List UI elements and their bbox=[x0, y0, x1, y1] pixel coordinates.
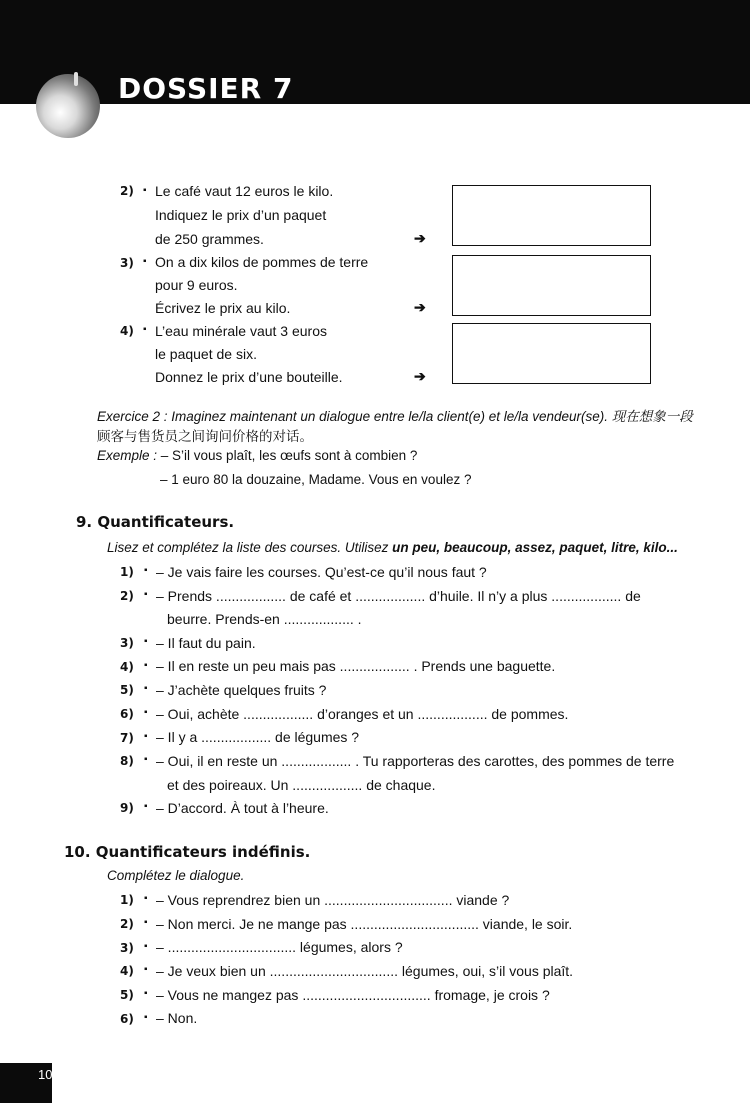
item-number: 2) bbox=[120, 589, 134, 603]
bullet-icon: ▪ bbox=[143, 256, 147, 267]
dialogue-line: – Oui, il en reste un .................. . Tu rapporteras des carottes, des pommes de terre bbox=[156, 753, 675, 769]
dialogue-line: – Je vais faire les courses. Qu’est-ce qu’il nous faut ? bbox=[156, 564, 487, 580]
item-number: 4) bbox=[120, 324, 134, 338]
exercise2-instruction-cont: 顾客与售货员之间询问价格的对话。 bbox=[97, 429, 313, 444]
instruction-text: Lisez et complétez la liste des courses. Utilisez bbox=[107, 540, 393, 555]
answer-box[interactable] bbox=[452, 185, 651, 246]
item-number: 5) bbox=[120, 988, 134, 1002]
item-number: 3) bbox=[120, 256, 134, 270]
item-line: Donnez le prix d’une bouteille. bbox=[155, 369, 343, 385]
arrow-right-icon: ➔ bbox=[414, 230, 426, 246]
bullet-icon: ▪ bbox=[144, 893, 148, 904]
item-number: 1) bbox=[120, 565, 134, 579]
example-text: – S’il vous plaît, les œufs sont à combien ? bbox=[157, 448, 418, 463]
item-line: le paquet de six. bbox=[155, 346, 257, 362]
item-line: Indiquez le prix d’un paquet bbox=[155, 207, 327, 223]
item-line: L’eau minérale vaut 3 euros bbox=[155, 323, 327, 339]
answer-box[interactable] bbox=[452, 255, 651, 316]
exercise2-instruction: Exercice 2 : Imaginez maintenant un dialogue entre le/la client(e) et le/la vendeur(se). 现在想象一段 bbox=[97, 409, 693, 424]
instruction-wordlist: un peu, beaucoup, assez, paquet, litre, kilo... bbox=[392, 540, 678, 555]
dialogue-line: – D’accord. À tout à l’heure. bbox=[156, 800, 329, 816]
arrow-right-icon: ➔ bbox=[414, 299, 426, 315]
dialogue-line: – Prends .................. de café et .................. d’huile. Il n’y a plus .................. de bbox=[156, 588, 641, 604]
dialogue-line: – Il y a .................. de légumes ? bbox=[156, 729, 360, 745]
orb-highlight-icon bbox=[74, 72, 78, 86]
item-line: de 250 grammes. bbox=[155, 231, 264, 247]
bullet-icon: ▪ bbox=[144, 683, 148, 694]
dialogue-line: beurre. Prends-en .................. . bbox=[167, 611, 362, 627]
dialogue-line: – Je veux bien un ................................. légumes, oui, s’il vous plaît. bbox=[156, 963, 574, 979]
dialogue-line: – Vous ne mangez pas ................................. fromage, je crois ? bbox=[156, 987, 550, 1003]
item-number: 9) bbox=[120, 801, 134, 815]
bullet-icon: ▪ bbox=[144, 636, 148, 647]
example-line bbox=[97, 447, 417, 465]
item-number: 6) bbox=[120, 707, 134, 721]
bullet-icon: ▪ bbox=[144, 565, 148, 576]
moon-orb-icon bbox=[36, 74, 100, 138]
bullet-icon: ▪ bbox=[143, 324, 147, 335]
answer-box[interactable] bbox=[452, 323, 651, 384]
bullet-icon: ▪ bbox=[144, 941, 148, 952]
item-line: pour 9 euros. bbox=[155, 277, 238, 293]
dialogue-line: et des poireaux. Un .................. de chaque. bbox=[167, 777, 436, 793]
bullet-icon: ▪ bbox=[144, 754, 148, 765]
bullet-icon: ▪ bbox=[144, 589, 148, 600]
dialogue-line: – Il faut du pain. bbox=[156, 635, 256, 651]
item-number: 5) bbox=[120, 683, 134, 697]
section-instruction bbox=[107, 539, 678, 557]
dialogue-line: – Non. bbox=[156, 1010, 198, 1026]
item-number: 2) bbox=[120, 917, 134, 931]
bullet-icon: ▪ bbox=[144, 707, 148, 718]
bullet-icon: ▪ bbox=[144, 731, 148, 742]
dialogue-line: – Oui, achète .................. d’oranges et un .................. de pommes. bbox=[156, 706, 569, 722]
dialogue-line: – Non merci. Je ne mange pas ................................. viande, le soir. bbox=[156, 916, 573, 932]
dialogue-line: – Vous reprendrez bien un ................................. viande ? bbox=[156, 892, 510, 908]
example-label: Exemple : bbox=[97, 448, 158, 463]
bullet-icon: ▪ bbox=[144, 964, 148, 975]
item-line: On a dix kilos de pommes de terre bbox=[155, 254, 369, 270]
section-instruction: Complétez le dialogue. bbox=[107, 868, 245, 883]
item-number: 8) bbox=[120, 754, 134, 768]
arrow-right-icon: ➔ bbox=[414, 368, 426, 384]
item-number: 1) bbox=[120, 893, 134, 907]
section-title: 10. Quantificateurs indéfinis. bbox=[64, 843, 311, 861]
item-number: 3) bbox=[120, 636, 134, 650]
section-title: 9. Quantificateurs. bbox=[76, 513, 235, 531]
dialogue-line: – J’achète quelques fruits ? bbox=[156, 682, 327, 698]
item-number: 3) bbox=[120, 941, 134, 955]
item-number: 7) bbox=[120, 731, 134, 745]
bullet-icon: ▪ bbox=[144, 1012, 148, 1023]
bullet-icon: ▪ bbox=[144, 801, 148, 812]
page-title: DOSSIER 7 bbox=[118, 72, 294, 105]
item-line: Le café vaut 12 euros le kilo. bbox=[155, 183, 334, 199]
header-band bbox=[0, 0, 750, 104]
dialogue-line: – ................................. légumes, alors ? bbox=[156, 939, 403, 955]
dialogue-line: – Il en reste un peu mais pas .................. . Prends une baguette. bbox=[156, 658, 556, 674]
bullet-icon: ▪ bbox=[144, 988, 148, 999]
bullet-icon: ▪ bbox=[143, 185, 147, 196]
item-number: 2) bbox=[120, 184, 134, 198]
bullet-icon: ▪ bbox=[144, 660, 148, 671]
item-number: 4) bbox=[120, 964, 134, 978]
item-number: 4) bbox=[120, 660, 134, 674]
item-number: 6) bbox=[120, 1012, 134, 1026]
example-response: – 1 euro 80 la douzaine, Madame. Vous en voulez ? bbox=[160, 472, 472, 487]
bullet-icon: ▪ bbox=[144, 917, 148, 928]
item-line: Écrivez le prix au kilo. bbox=[155, 300, 291, 316]
page-number: 10 bbox=[38, 1067, 53, 1082]
